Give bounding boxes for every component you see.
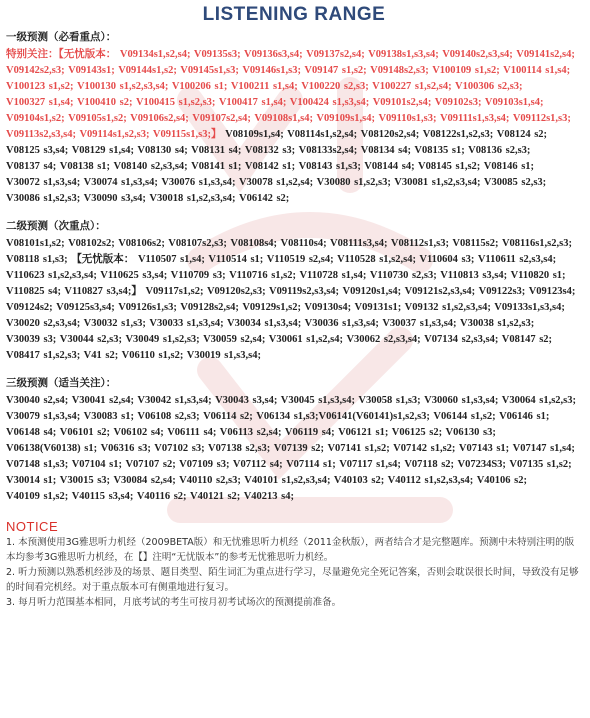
- version-entry: V30032 s1,s3;: [83, 318, 146, 329]
- version-entry: V09113s2,s3,s4;: [6, 129, 77, 140]
- version-entry: V30079 s1,s3,s4;: [6, 411, 81, 422]
- version-entry: V09119s2,s3,s4;: [269, 286, 340, 297]
- version-entry: V30083 s1;: [83, 411, 134, 422]
- version-entry: V110730 s2,s3;: [369, 270, 437, 281]
- version-entry: V07143 s1;: [458, 443, 510, 454]
- section-heading: 二级预测（次重点）：: [6, 220, 106, 232]
- version-entry: V40121 s2;: [189, 491, 241, 502]
- version-entry: V110611 s2,s3,s4;: [477, 254, 557, 265]
- version-entry: V08114s1,s2,s4;: [287, 129, 358, 140]
- version-entry: V30080 s1,s2,s3;: [316, 177, 391, 188]
- version-entry: V08132 s3;: [244, 145, 296, 156]
- version-entry: V30039 s3;: [6, 334, 57, 345]
- version-entry: V08101s1,s2;: [6, 238, 65, 249]
- version-entry: V100220 s2,s3;: [301, 81, 369, 92]
- version-entry: V06144 s1,s2;: [433, 411, 496, 422]
- prediction-section: [6, 364, 582, 505]
- version-entry: V30043 s3,s4;: [215, 395, 278, 406]
- version-entry: V110825 s4;: [6, 286, 61, 297]
- version-entry: V09132 s1,s2,s3,s4;: [404, 302, 491, 313]
- version-entry: V30058 s1,s3;: [358, 395, 421, 406]
- version-entry: V30014 s1;: [6, 475, 57, 486]
- version-entry: V07134 s2,s3,s4;: [424, 334, 499, 345]
- version-entry: V110519 s2,s4;: [266, 254, 334, 265]
- version-entry: V09111s1,s3,s4;: [439, 113, 510, 124]
- version-entry: V30034 s1,s3,s4;: [227, 318, 302, 329]
- version-entry: V30045 s1,s3,s4;: [280, 395, 355, 406]
- version-entry: V40110 s2,s3;: [179, 475, 241, 486]
- version-entry: V06108 s2,s3;: [137, 411, 200, 422]
- version-entry: V09123s4;: [528, 286, 576, 297]
- version-entry: V30042 s1,s3,s4;: [137, 395, 212, 406]
- version-entry: V08143 s1,s3;: [298, 161, 361, 172]
- version-entry: V07135 s1,s2;: [509, 459, 572, 470]
- version-entry: V06111 s4;: [167, 427, 217, 438]
- version-entry: V09124s2;: [6, 302, 53, 313]
- version-entry: V08110s4;: [280, 238, 327, 249]
- version-entry: V09112s1,s3;: [512, 113, 571, 124]
- version-entry: V09137s2,s4;: [306, 49, 365, 60]
- version-entry: V08130 s4;: [137, 145, 188, 156]
- version-entry: V09129s1,s2;: [242, 302, 301, 313]
- version-entry: V08137 s4;: [6, 161, 57, 172]
- version-entry: V110623 s1,s2,s3,s4;: [6, 270, 97, 281]
- version-entry: V08125 s3,s4;: [6, 145, 69, 156]
- version-entry: V110528 s1,s2,s4;: [337, 254, 416, 265]
- version-entry: V30041 s2,s4;: [71, 395, 134, 406]
- version-entry: V30078 s1,s2,s4;: [238, 177, 314, 188]
- version-entry: V110813 s3,s4;: [440, 270, 508, 281]
- version-entry: V08141 s1;: [191, 161, 242, 172]
- version-entry: V09136s3,s4;: [244, 49, 303, 60]
- version-entry: V09130s4;: [304, 302, 352, 313]
- version-entry: V30090 s3,s4;: [83, 193, 146, 204]
- version-entry: V06146 s1;: [499, 411, 550, 422]
- version-entry: V30044 s2,s3;: [59, 334, 122, 345]
- version-entry: 【无忧版本：: [71, 254, 135, 265]
- version-entry: V09146s1,s3;: [242, 65, 301, 76]
- version-entry: V30059 s2,s4;: [203, 334, 266, 345]
- version-entry: V100211 s1,s4;: [230, 81, 298, 92]
- version-entry: V09147 s1,s2;: [304, 65, 367, 76]
- version-entry: V30074 s1,s3,s4;: [83, 177, 158, 188]
- version-entry: V07107 s2;: [125, 459, 176, 470]
- version-entry: V100306 s2,s3;: [455, 81, 523, 92]
- version-entry: V30062 s2,s3,s4;: [346, 334, 421, 345]
- version-entry: V110716 s1,s2;: [229, 270, 297, 281]
- version-entry: V100123 s1,s2;: [6, 81, 74, 92]
- version-entry: V08134 s4;: [360, 145, 411, 156]
- notice-item: 3. 每月听力范围基本相同，月底考试的考生可按月初考试场次的预测提前准备。: [6, 597, 342, 608]
- version-entry: V09101s2,s4;: [372, 97, 432, 108]
- version-list: [6, 236, 582, 364]
- version-entry: V08115s2;: [452, 238, 499, 249]
- version-entry: V30081 s1,s2,s3,s4;: [394, 177, 481, 188]
- version-entry: V08107s2,s3;: [168, 238, 227, 249]
- version-entry: V08131 s4;: [191, 145, 242, 156]
- version-entry: V09109s1,s4;: [316, 113, 376, 124]
- version-entry: V06110 s1,s2;: [121, 350, 184, 361]
- version-entry: V09121s2,s3,s4;: [404, 286, 476, 297]
- version-entry: V09120s1,s4;: [342, 286, 402, 297]
- version-entry: V09135s3;: [193, 49, 241, 60]
- version-entry: V100114 s1,s4;: [503, 65, 571, 76]
- version-entry: V09117s1,s2;: [145, 286, 204, 297]
- version-entry: V08144 s4;: [364, 161, 415, 172]
- version-entry: V06113 s2,s4;: [219, 427, 282, 438]
- version-entry: V30018 s1,s2,s3,s4;: [149, 193, 236, 204]
- version-entry: V100424 s1,s3,s4;: [289, 97, 370, 108]
- version-entry: V40115 s3,s4;: [71, 491, 134, 502]
- prediction-sections: [6, 30, 582, 505]
- version-entry: V30072 s1,s3,s4;: [6, 177, 81, 188]
- version-entry: V06134 s1,s3;V06141(V60141)s1,s2,s3;: [256, 411, 430, 422]
- version-entry: V07234S3;: [457, 459, 506, 470]
- notice-title: NOTICE: [6, 519, 59, 534]
- version-entry: V09106s2,s4;: [130, 113, 189, 124]
- version-entry: V07141 s1,s2;: [327, 443, 390, 454]
- version-entry: V110709 s3;: [170, 270, 226, 281]
- version-entry: V08146 s1;: [483, 161, 535, 172]
- version-entry: V06125 s2;: [391, 427, 443, 438]
- version-entry: V06101 s2;: [59, 427, 111, 438]
- version-entry: V100327 s1,s4;: [6, 97, 74, 108]
- version-entry: V09140s2,s3,s4;: [442, 49, 513, 60]
- version-entry: V110604 s3;: [419, 254, 475, 265]
- version-entry: V30036 s1,s3,s4;: [304, 318, 379, 329]
- section-heading: 一级预测（必看重点）：: [6, 31, 117, 43]
- version-entry: V08120s2,s4;: [360, 129, 420, 140]
- version-entry: V07117 s1,s4;: [339, 459, 401, 470]
- version-entry: V08138 s1;: [59, 161, 111, 172]
- version-entry: V07114 s1;: [286, 459, 336, 470]
- version-entry: V08112s1,s3;: [390, 238, 449, 249]
- version-entry: V08133s2,s4;: [298, 145, 358, 156]
- version-entry: V06142 s2;: [238, 193, 290, 204]
- version-entry: V09107s2,s4;: [192, 113, 251, 124]
- version-entry: V06148 s4;: [6, 427, 57, 438]
- version-entry: V30084 s2,s4;: [113, 475, 176, 486]
- version-entry: V08124 s2;: [496, 129, 548, 140]
- version-entry: V30086 s1,s2,s3;: [6, 193, 81, 204]
- version-entry: V40109 s1,s2;: [6, 491, 69, 502]
- version-entry: V07148 s1,s3;: [6, 459, 69, 470]
- version-entry: V08118 s1,s3;: [6, 254, 68, 265]
- version-entry: V09104s1,s2;: [6, 113, 65, 124]
- version-entry: V09114s1,s2,s3;: [79, 129, 150, 140]
- version-entry: V100130 s1,s2,s3,s4;: [76, 81, 169, 92]
- version-entry: V30015 s3;: [59, 475, 111, 486]
- version-entry: V110728 s1,s4;: [299, 270, 367, 281]
- version-entry: V09128s2,s4;: [180, 302, 239, 313]
- version-list: [6, 47, 582, 207]
- version-entry: V110820 s1;: [510, 270, 566, 281]
- version-entry: V07142 s1,s2;: [393, 443, 456, 454]
- version-entry: V09148s2,s3;: [370, 65, 429, 76]
- version-entry: V09141s2,s4;: [516, 49, 575, 60]
- version-entry: V110507 s1,s4;: [137, 254, 205, 265]
- notice-list: [6, 535, 582, 610]
- version-entry: V06130 s3;: [445, 427, 496, 438]
- version-entry: V40106 s2;: [476, 475, 527, 486]
- version-entry: V40101 s1,s2,s3,s4;: [244, 475, 331, 486]
- prediction-section: [6, 30, 582, 207]
- version-entry: V08140 s2,s3,s4;: [113, 161, 188, 172]
- version-entry: V100415 s1,s2,s3;: [135, 97, 216, 108]
- version-entry: V40213 s4;: [243, 491, 295, 502]
- version-entry: V100206 s1;: [171, 81, 228, 92]
- version-entry: V110625 s3,s4;: [100, 270, 168, 281]
- version-entry: V08135 s1;: [414, 145, 465, 156]
- version-entry: 特别关注：【无忧版本：: [6, 49, 117, 60]
- version-entry: V100109 s1,s2;: [432, 65, 500, 76]
- notice-item: 2. 听力预测以熟悉机经涉及的场景、题目类型、陌生词汇为重点进行学习，尽量避免完全死记答案，否则会耽误很长时间，导致没有足够的时间看完机经。对于重点版本可有侧重地进行复习。: [6, 567, 579, 593]
- version-entry: V08102s2;: [68, 238, 115, 249]
- page-title: LISTENING RANGE: [202, 4, 386, 25]
- version-entry: V07138 s2,s3;: [208, 443, 271, 454]
- section-heading: 三级预测（适当关注）：: [6, 377, 117, 389]
- version-entry: V30076 s1,s3,s4;: [161, 177, 236, 188]
- version-entry: V09144s1,s2;: [118, 65, 177, 76]
- version-entry: V09102s3;: [434, 97, 482, 108]
- version-entry: V09126s1,s3;: [118, 302, 177, 313]
- version-entry: V30061 s1,s2,s4;: [268, 334, 344, 345]
- version-entry: V06114 s2;: [203, 411, 253, 422]
- version-entry: V07118 s2;: [404, 459, 455, 470]
- version-entry: V08111s3,s4;: [330, 238, 388, 249]
- version-entry: V41 s2;: [83, 350, 119, 361]
- version-entry: V110514 s1;: [208, 254, 264, 265]
- version-entry: V09134s1,s2,s4;: [119, 49, 191, 60]
- version-entry: V08147 s2;: [501, 334, 553, 345]
- version-entry: V08108s4;: [230, 238, 278, 249]
- notice-item: 1. 本预测使用3G雅思听力机经（2009BETA版）和无忧雅思听力机经（2011金秋版），两者结合才是完整题库。预测中未特别注明的版本均参考3G雅思听力机经，在【】注明“无忧版本”的参考无忧雅思听力机经。: [6, 537, 575, 563]
- version-entry: V06102 s4;: [113, 427, 164, 438]
- version-entry: V09110s1,s3;: [378, 113, 437, 124]
- version-entry: V09145s1,s3;: [180, 65, 239, 76]
- version-entry: V30040 s2,s4;: [6, 395, 69, 406]
- version-entry: V06119 s4;: [284, 427, 335, 438]
- version-entry: V07112 s4;: [232, 459, 283, 470]
- version-entry: V08136 s2,s3;: [468, 145, 531, 156]
- version-entry: V09103s1,s4;: [484, 97, 544, 108]
- version-entry: V07139 s2;: [273, 443, 325, 454]
- version-entry: V06138(V60138) s1;: [6, 443, 98, 454]
- version-entry: V30060 s1,s3,s4;: [424, 395, 499, 406]
- version-list: [6, 393, 582, 505]
- version-entry: V09131s1;: [354, 302, 402, 313]
- version-entry: V30019 s1,s3,s4;: [186, 350, 261, 361]
- version-entry: V08116s1,s2,s3;: [501, 238, 572, 249]
- version-entry: V07109 s3;: [179, 459, 230, 470]
- version-entry: V30037 s1,s3,s4;: [382, 318, 457, 329]
- version-entry: V09120s2,s3;: [206, 286, 266, 297]
- version-entry: V09122s3;: [478, 286, 526, 297]
- version-entry: V08417 s1,s2,s3;: [6, 350, 81, 361]
- version-entry: V30038 s1,s2,s3;: [459, 318, 535, 329]
- version-entry: V09115s1,s3;】: [152, 129, 222, 140]
- version-entry: V08142 s1;: [244, 161, 296, 172]
- version-entry: V06121 s1;: [338, 427, 389, 438]
- version-entry: V40112 s1,s2,s3,s4;: [387, 475, 474, 486]
- version-entry: V07147 s1,s4;: [512, 443, 575, 454]
- version-entry: V09105s1,s2;: [68, 113, 127, 124]
- version-entry: V30033 s1,s3,s4;: [149, 318, 224, 329]
- version-entry: V110827 s3,s4;】: [64, 286, 142, 297]
- version-entry: V09125s3,s4;: [56, 302, 115, 313]
- version-entry: V09143s1;: [68, 65, 115, 76]
- version-entry: V09142s2,s3;: [6, 65, 65, 76]
- version-entry: V30049 s1,s2,s3;: [125, 334, 200, 345]
- prediction-section: [6, 207, 582, 364]
- version-entry: V08145 s1,s2;: [418, 161, 481, 172]
- version-entry: V30064 s1,s2,s3;: [501, 395, 576, 406]
- version-entry: V100417 s1,s4;: [218, 97, 287, 108]
- version-entry: V40116 s2;: [136, 491, 187, 502]
- version-entry: V08106s2;: [118, 238, 165, 249]
- version-entry: V08109s1,s4;: [225, 129, 284, 140]
- version-entry: V30085 s2,s3;: [483, 177, 547, 188]
- version-entry: V100227 s1,s2,s4;: [372, 81, 452, 92]
- version-entry: V09133s1,s3,s4;: [494, 302, 565, 313]
- version-entry: V07102 s3;: [154, 443, 205, 454]
- version-entry: V100410 s2;: [76, 97, 133, 108]
- version-entry: V06316 s3;: [100, 443, 151, 454]
- version-entry: V30020 s2,s3,s4;: [6, 318, 81, 329]
- version-entry: V09108s1,s4;: [254, 113, 313, 124]
- version-entry: V08129 s1,s4;: [71, 145, 134, 156]
- version-entry: V08122s1,s2,s3;: [422, 129, 494, 140]
- version-entry: V07104 s1;: [71, 459, 122, 470]
- version-entry: V40103 s2;: [333, 475, 385, 486]
- version-entry: V09138s1,s3,s4;: [368, 49, 439, 60]
